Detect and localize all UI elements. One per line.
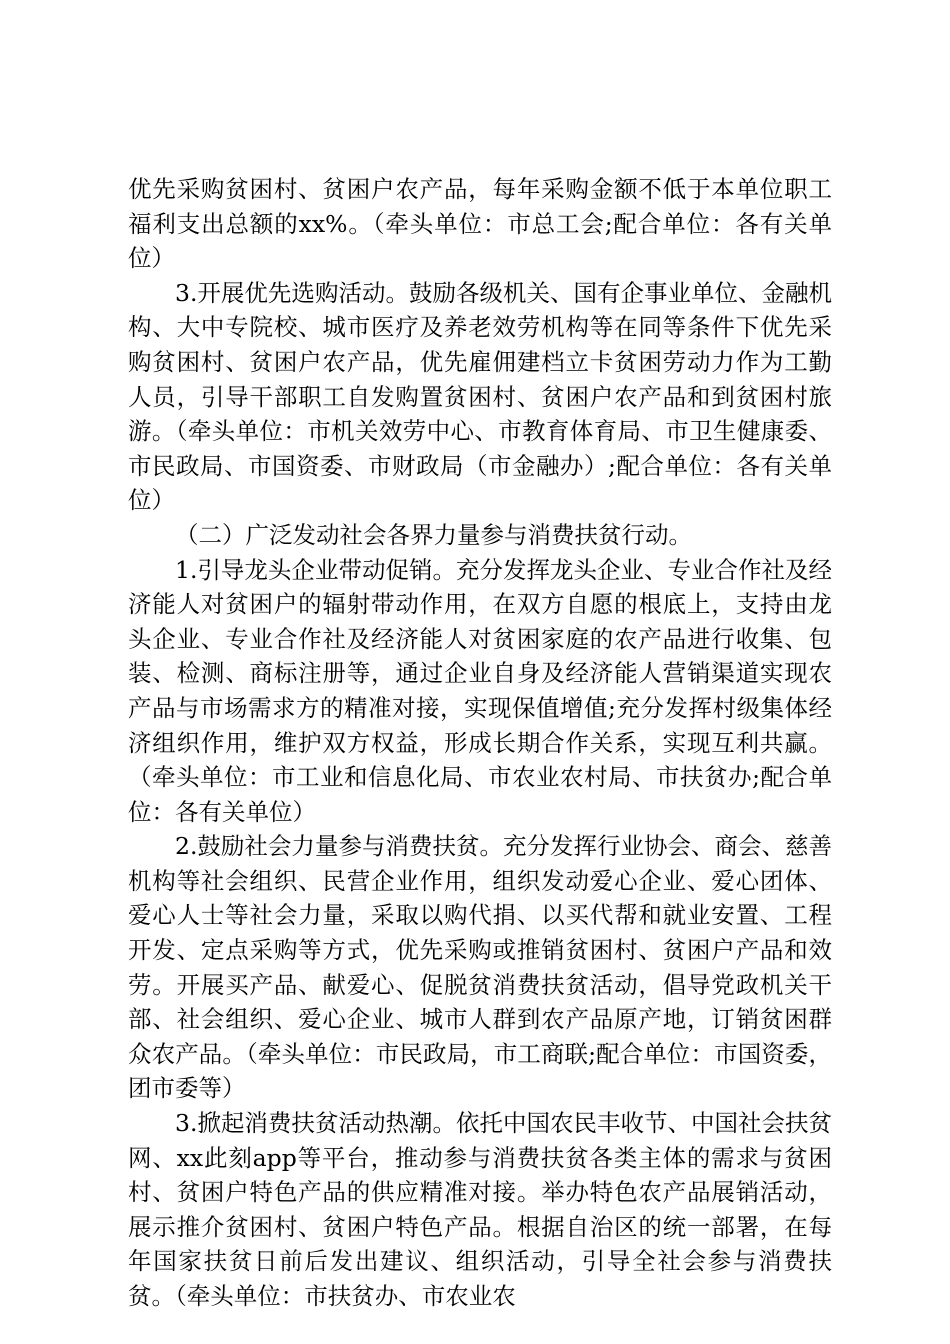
paragraph-continuation: 优先采购贫困村、贫困户农产品，每年采购金额不低于本单位职工福利支出总额的xx%。（牵头单位：市总工会;配合单位：各有关单位） [128,175,832,273]
section-heading-2: （二）广泛发动社会各界力量参与消费扶贫行动。 [175,520,692,549]
paragraph-item-2-social-forces: 2.鼓励社会力量参与消费扶贫。充分发挥行业协会、商会、慈善机构等社会组织、民营企业作用，组织发动爱心企业、爱心团体、爱心人士等社会力量，采取以购代捐、以买代帮和就业安置、工程开发、定点采购等方式，优先采购或推销贫困村、贫困户产品和效劳。开展买产品、献爱心、促脱贫消费扶贫活动，倡导党政机关干部、社会组织、爱心企业、城市人群到农产品原产地，订销贫困群众农产品。（牵头单位：市民政局，市工商联;配合单位：市国资委，团市委等） [128,832,832,1103]
paragraph-item-3-consumption-campaign: 3.掀起消费扶贫活动热潮。依托中国农民丰收节、中国社会扶贫网、xx此刻app等平台，推动参与消费扶贫各类主体的需求与贫困村、贫困户特色产品的供应精准对接。举办特色农产品展销活动，展示推介贫困村、贫困户特色产品。根据自治区的统一部署，在每年国家扶贫日前后发出建议、组织活动，引导全社会参与消费扶贫。（牵头单位：市扶贫办、市农业农 [128,1109,832,1310]
paragraph-item-1-leading-enterprises: 1.引导龙头企业带动促销。充分发挥龙头企业、专业合作社及经济能人对贫困户的辐射带动作用，在双方自愿的根底上，支持由龙头企业、专业合作社及经济能人对贫困家庭的农产品进行收集、包装、检测、商标注册等，通过企业自身及经济能人营销渠道实现农产品与市场需求方的精准对接，实现保值增值;充分发挥村级集体经济组织作用，维护双方权益，形成长期合作关系，实现互利共赢。（牵头单位：市工业和信息化局、市农业农村局、市扶贫办;配合单位：各有关单位） [128,555,832,826]
paragraph-item-3-priority-purchase: 3.开展优先选购活动。鼓励各级机关、国有企事业单位、金融机构、大中专院校、城市医疗及养老效劳机构等在同等条件下优先采购贫困村、贫困户农产品，优先雇佣建档立卡贫困劳动力作为工勤人员，引导干部职工自发购置贫困村、贫困户农产品和到贫困村旅游。（牵头单位：市机关效劳中心、市教育体育局、市卫生健康委、市民政局、市国资委、市财政局（市金融办）;配合单位：各有关单位） [128,278,832,515]
document-body [128,172,832,1314]
